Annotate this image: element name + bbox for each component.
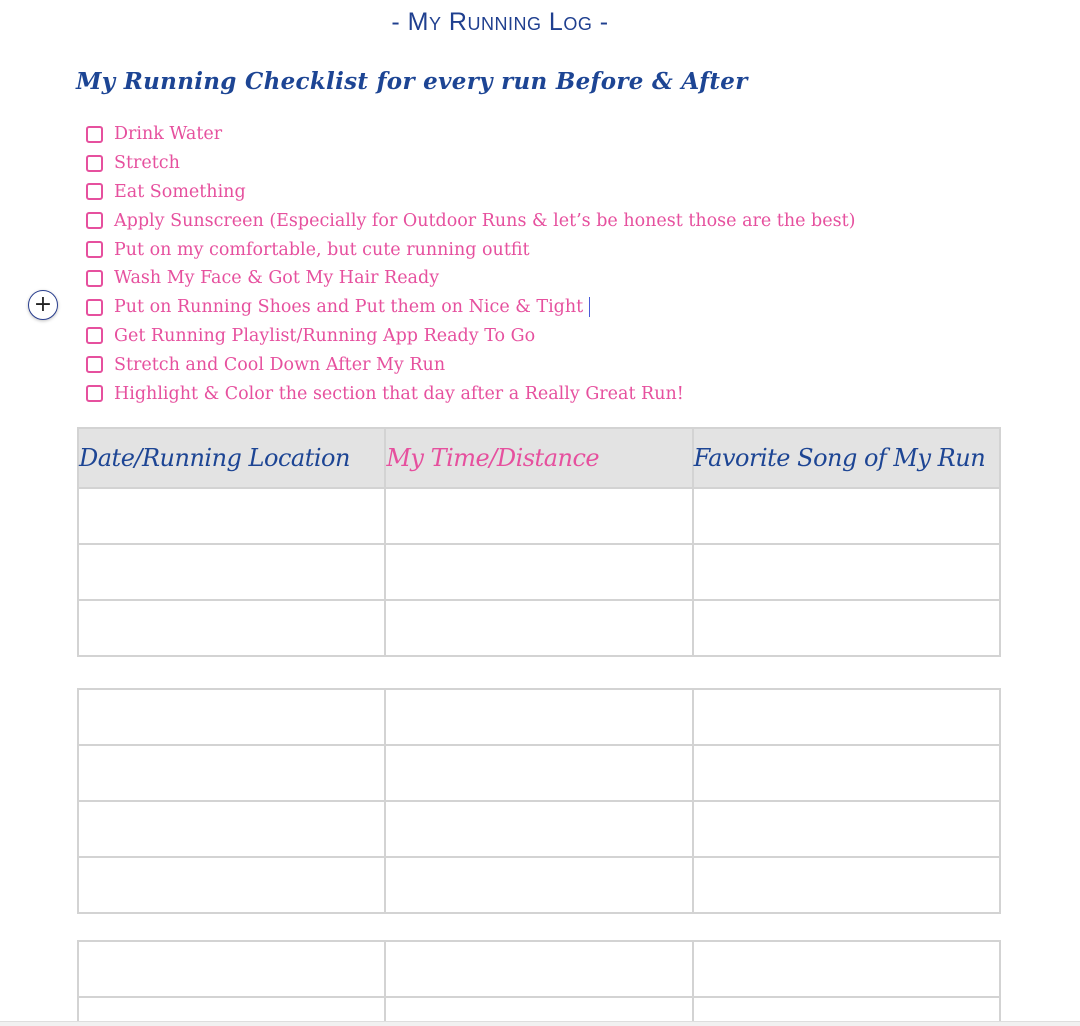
table-cell[interactable] xyxy=(78,544,385,600)
plus-icon[interactable]: + xyxy=(28,290,58,320)
table-cell[interactable] xyxy=(693,488,1000,544)
table-row xyxy=(78,689,1000,745)
table-cell[interactable] xyxy=(78,600,385,656)
table-row xyxy=(78,600,1000,656)
checklist-item xyxy=(86,120,855,149)
checklist-item xyxy=(86,264,855,293)
checkbox[interactable] xyxy=(86,327,103,344)
checklist-item xyxy=(86,379,855,408)
checkbox[interactable] xyxy=(86,241,103,258)
checklist-item-label[interactable]: Put on Running Shoes and Put them on Nice & Tight xyxy=(114,297,584,318)
table-cell[interactable] xyxy=(693,544,1000,600)
checklist-item xyxy=(86,322,855,351)
checklist-item-label[interactable]: Wash My Face & Got My Hair Ready xyxy=(114,268,440,289)
checklist-item-label[interactable]: Stretch and Cool Down After My Run xyxy=(114,354,446,375)
header-date-location: Date/Running Location xyxy=(78,428,385,488)
checklist-heading: My Running Checklist for every run Before & After xyxy=(76,68,748,95)
checklist-item xyxy=(86,206,855,235)
table-row xyxy=(78,941,1000,997)
checkbox[interactable] xyxy=(86,212,103,229)
checklist-item xyxy=(86,178,855,207)
checkbox[interactable] xyxy=(86,155,103,172)
table-cell[interactable] xyxy=(693,941,1000,997)
checklist-item-label[interactable]: Get Running Playlist/Running App Ready To Go xyxy=(114,325,536,346)
running-checklist xyxy=(86,120,855,408)
table-cell[interactable] xyxy=(693,600,1000,656)
table-cell[interactable] xyxy=(385,689,692,745)
checklist-item xyxy=(86,149,855,178)
log-table-1 xyxy=(77,427,1001,657)
log-table-2 xyxy=(77,688,1001,914)
checklist-item-label[interactable]: Eat Something xyxy=(114,181,246,202)
table-row xyxy=(78,857,1000,913)
table-row xyxy=(78,488,1000,544)
checklist-item-label[interactable]: Put on my comfortable, but cute running outfit xyxy=(114,239,530,260)
text-cursor xyxy=(589,297,590,317)
checklist-item xyxy=(86,293,855,322)
table-cell[interactable] xyxy=(385,488,692,544)
checkbox[interactable] xyxy=(86,270,103,287)
checklist-item-label[interactable]: Apply Sunscreen (Especially for Outdoor Runs & let’s be honest those are the best) xyxy=(114,210,856,231)
table-row xyxy=(78,745,1000,801)
header-favorite-song: Favorite Song of My Run xyxy=(693,428,1000,488)
checklist-item-label[interactable]: Highlight & Color the section that day after a Really Great Run! xyxy=(114,383,684,404)
log-table-3 xyxy=(77,940,1001,1026)
table-cell[interactable] xyxy=(693,745,1000,801)
table-cell[interactable] xyxy=(385,801,692,857)
table-cell[interactable] xyxy=(385,857,692,913)
table-cell[interactable] xyxy=(693,801,1000,857)
header-time-distance: My Time/Distance xyxy=(385,428,692,488)
table-cell[interactable] xyxy=(78,857,385,913)
table-cell[interactable] xyxy=(385,544,692,600)
checkbox[interactable] xyxy=(86,183,103,200)
table-cell[interactable] xyxy=(78,801,385,857)
checklist-item-label[interactable]: Drink Water xyxy=(114,124,223,145)
table-cell[interactable] xyxy=(78,689,385,745)
table-cell[interactable] xyxy=(78,941,385,997)
table-cell[interactable] xyxy=(78,745,385,801)
table-cell[interactable] xyxy=(78,488,385,544)
checkbox[interactable] xyxy=(86,126,103,143)
checkbox[interactable] xyxy=(86,299,103,316)
checklist-item xyxy=(86,350,855,379)
table-cell[interactable] xyxy=(693,689,1000,745)
table-header-row xyxy=(78,428,1000,488)
table-cell[interactable] xyxy=(693,857,1000,913)
table-cell[interactable] xyxy=(385,600,692,656)
table-cell[interactable] xyxy=(385,745,692,801)
table-row xyxy=(78,801,1000,857)
checkbox[interactable] xyxy=(86,356,103,373)
bottom-bar xyxy=(0,1021,1080,1026)
checklist-item xyxy=(86,235,855,264)
checklist-item-label[interactable]: Stretch xyxy=(114,153,180,174)
checkbox[interactable] xyxy=(86,385,103,402)
table-row xyxy=(78,544,1000,600)
page-title: - My Running Log - xyxy=(391,8,609,36)
table-cell[interactable] xyxy=(385,941,692,997)
